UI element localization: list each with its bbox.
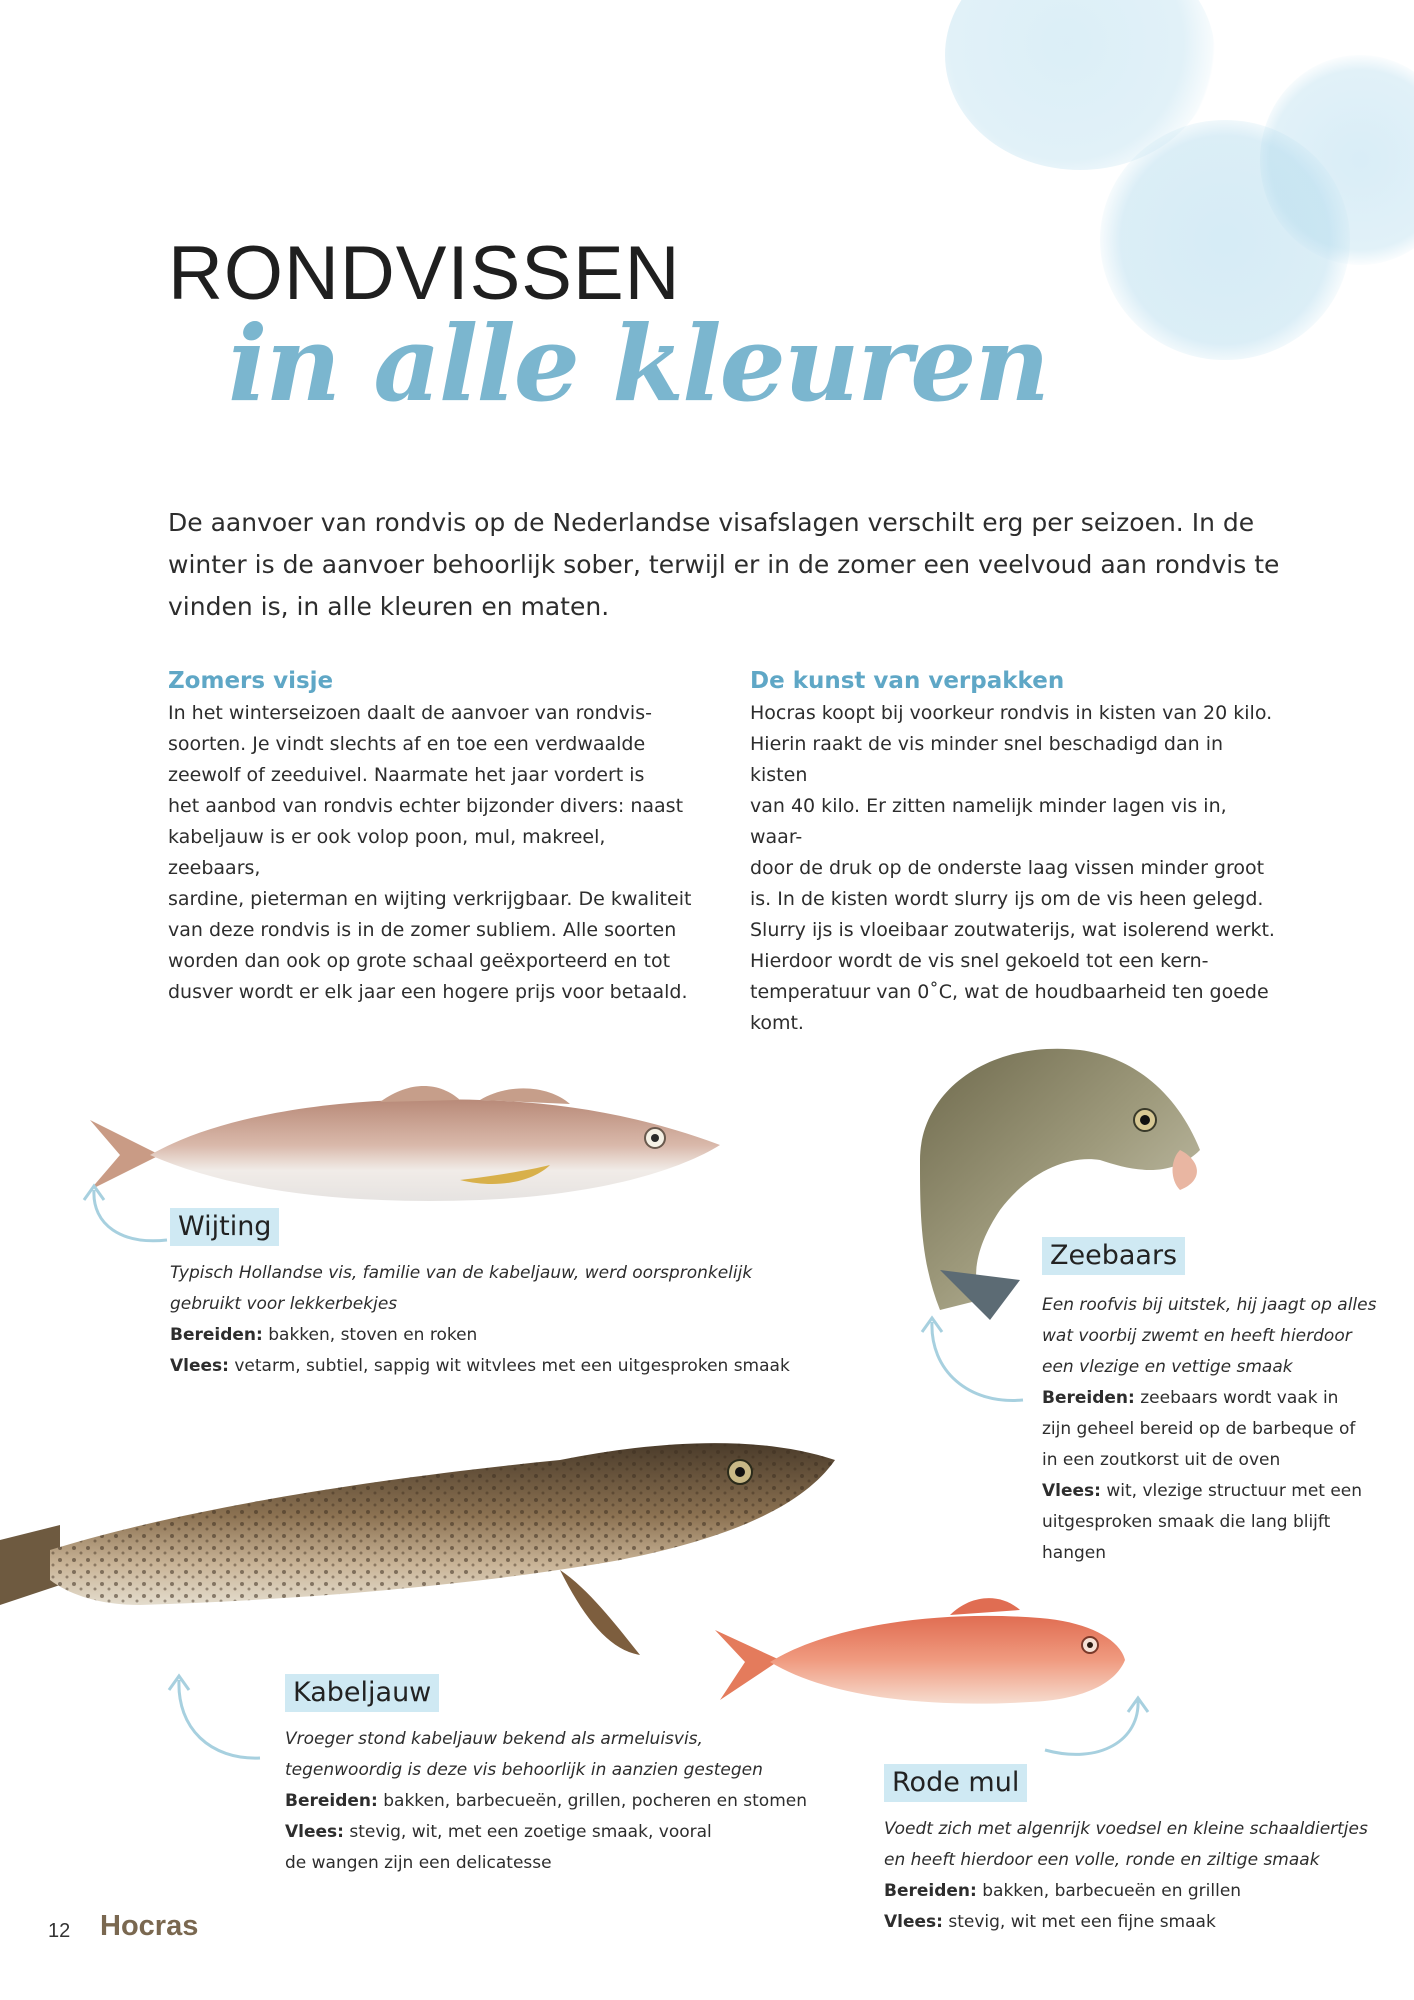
- fish-label-wijting: Wijting: [170, 1208, 279, 1246]
- vlees-label: Vlees:: [884, 1912, 943, 1932]
- bereiden-value-cont: in een zoutkorst uit de oven: [1042, 1450, 1281, 1470]
- fish-intro-line: gebruikt voor lekkerbekjes: [170, 1294, 398, 1314]
- fish-vlees: [1042, 1476, 1376, 1507]
- fish-description-wijting: [170, 1258, 790, 1382]
- bereiden-label: Bereiden:: [1042, 1388, 1135, 1408]
- section-line: Hocras koopt bij voorkeur rondvis in kisten van 20 kilo.: [750, 702, 1273, 724]
- section-line: van 40 kilo. Er zitten namelijk minder lagen vis in, waar-: [750, 795, 1227, 848]
- page-title: RONDVISSEN: [168, 231, 681, 316]
- fish-description-zeebaars: [1042, 1290, 1376, 1569]
- fish-intro-line: wat voorbij zwemt en heeft hierdoor: [1042, 1326, 1352, 1346]
- section-kunst-van-verpakken: [750, 668, 1280, 1039]
- curved-arrow-icon: [165, 1668, 265, 1768]
- fish-vlees: [170, 1351, 790, 1382]
- bereiden-label: Bereiden:: [884, 1881, 977, 1901]
- section-line: komt.: [750, 1012, 804, 1034]
- bereiden-value: bakken, barbecueën, grillen, pocheren en stomen: [383, 1791, 808, 1811]
- bereiden-value-cont: zijn geheel bereid op de barbeque of: [1042, 1419, 1356, 1439]
- vlees-value-cont: uitgesproken smaak die lang blijft: [1042, 1512, 1331, 1532]
- fish-intro-line: en heeft hierdoor een volle, ronde en ziltige smaak: [884, 1850, 1320, 1870]
- section-line: kabeljauw is er ook volop poon, mul, makreel, zeebaars,: [168, 826, 606, 879]
- section-line: Hierin raakt de vis minder snel beschadigd dan in kisten: [750, 733, 1224, 786]
- fish-description-rode-mul: [884, 1814, 1368, 1938]
- vlees-label: Vlees:: [1042, 1481, 1101, 1501]
- vlees-value: wit, vlezige structuur met een: [1106, 1481, 1363, 1501]
- section-line: worden dan ook op grote schaal geëxporteerd en tot: [168, 950, 671, 972]
- curved-arrow-icon: [82, 1180, 172, 1250]
- vlees-label: Vlees:: [170, 1356, 229, 1376]
- section-heading: De kunst van verpakken: [750, 668, 1065, 694]
- section-line: van deze rondvis is in de zomer subliem. Alle soorten: [168, 919, 677, 941]
- section-heading: Zomers visje: [168, 668, 334, 694]
- fish-vlees: [285, 1817, 807, 1848]
- bereiden-label: Bereiden:: [285, 1791, 378, 1811]
- vlees-label: Vlees:: [285, 1822, 344, 1842]
- page-number: 12: [48, 1920, 71, 1942]
- zeebaars-fish-image: [880, 1020, 1220, 1320]
- section-line: is. In de kisten wordt slurry ijs om de vis heen gelegd.: [750, 888, 1264, 910]
- curved-arrow-icon: [918, 1310, 1028, 1410]
- section-body: [168, 698, 698, 1008]
- vlees-value-cont: hangen: [1042, 1543, 1106, 1563]
- fish-label-rode-mul: Rode mul: [884, 1764, 1027, 1802]
- section-line: temperatuur van 0˚C, wat de houdbaarheid ten goede: [750, 981, 1269, 1003]
- fish-bereiden: [285, 1786, 807, 1817]
- bereiden-value: bakken, stoven en roken: [268, 1325, 478, 1345]
- bereiden-label: Bereiden:: [170, 1325, 263, 1345]
- section-line: sardine, pieterman en wijting verkrijgbaar. De kwaliteit: [168, 888, 692, 910]
- section-body: [750, 698, 1280, 1039]
- bereiden-value: zeebaars wordt vaak in: [1140, 1388, 1339, 1408]
- section-line: In het winterseizoen daalt de aanvoer van rondvis-: [168, 702, 652, 724]
- fish-bereiden: [884, 1876, 1368, 1907]
- curved-arrow-icon: [1040, 1690, 1150, 1770]
- section-zomers-visje: [168, 668, 698, 1008]
- section-line: soorten. Je vindt slechts af en toe een verdwaalde: [168, 733, 646, 755]
- intro-paragraph: De aanvoer van rondvis op de Nederlandse visafslagen verschilt erg per seizoen. In de winter is de aanvoer behoorlijk sober, terwijl er in de zomer een veelvoud aan rondvis te vinden is, in alle kleuren en maten.: [168, 508, 1280, 621]
- fish-vlees: [884, 1907, 1368, 1938]
- section-line: het aanbod van rondvis echter bijzonder divers: naast: [168, 795, 684, 817]
- vlees-value: stevig, wit, met een zoetige smaak, vooral: [349, 1822, 712, 1842]
- wijting-fish-image: [80, 1060, 730, 1220]
- fish-bereiden: [170, 1320, 790, 1351]
- section-line: Hierdoor wordt de vis snel gekoeld tot een kern-: [750, 950, 1209, 972]
- section-line: Slurry ijs is vloeibaar zoutwaterijs, wat isolerend werkt.: [750, 919, 1275, 941]
- fish-intro-line: Vroeger stond kabeljauw bekend als armeluisvis,: [285, 1729, 703, 1749]
- fish-description-kabeljauw: [285, 1724, 807, 1879]
- fish-intro-line: Voedt zich met algenrijk voedsel en kleine schaaldiertjes: [884, 1819, 1368, 1839]
- fish-intro-line: Typisch Hollandse vis, familie van de kabeljauw, werd oorspronkelijk: [170, 1263, 753, 1283]
- fish-intro-line: tegenwoordig is deze vis behoorlijk in aanzien gestegen: [285, 1760, 763, 1780]
- fish-bereiden: [1042, 1383, 1376, 1414]
- section-line: zeewolf of zeeduivel. Naarmate het jaar vordert is: [168, 764, 645, 786]
- vlees-value-cont: de wangen zijn een delicatesse: [285, 1853, 552, 1873]
- vlees-value: vetarm, subtiel, sappig wit witvlees met een uitgesproken smaak: [234, 1356, 790, 1376]
- fish-intro-line: Een roofvis bij uitstek, hij jaagt op alles: [1042, 1295, 1377, 1315]
- section-line: dusver wordt er elk jaar een hogere prijs voor betaald.: [168, 981, 688, 1003]
- vlees-value: stevig, wit met een fijne smaak: [948, 1912, 1216, 1932]
- brand-logo: Hocras: [100, 1910, 199, 1942]
- section-line: door de druk op de onderste laag vissen minder groot: [750, 857, 1265, 879]
- fish-label-kabeljauw: Kabeljauw: [285, 1674, 439, 1712]
- bereiden-value: bakken, barbecueën en grillen: [982, 1881, 1242, 1901]
- fish-intro-line: een vlezige en vettige smaak: [1042, 1357, 1293, 1377]
- fish-label-zeebaars: Zeebaars: [1042, 1237, 1185, 1275]
- page-subtitle: in alle kleuren: [228, 302, 1049, 425]
